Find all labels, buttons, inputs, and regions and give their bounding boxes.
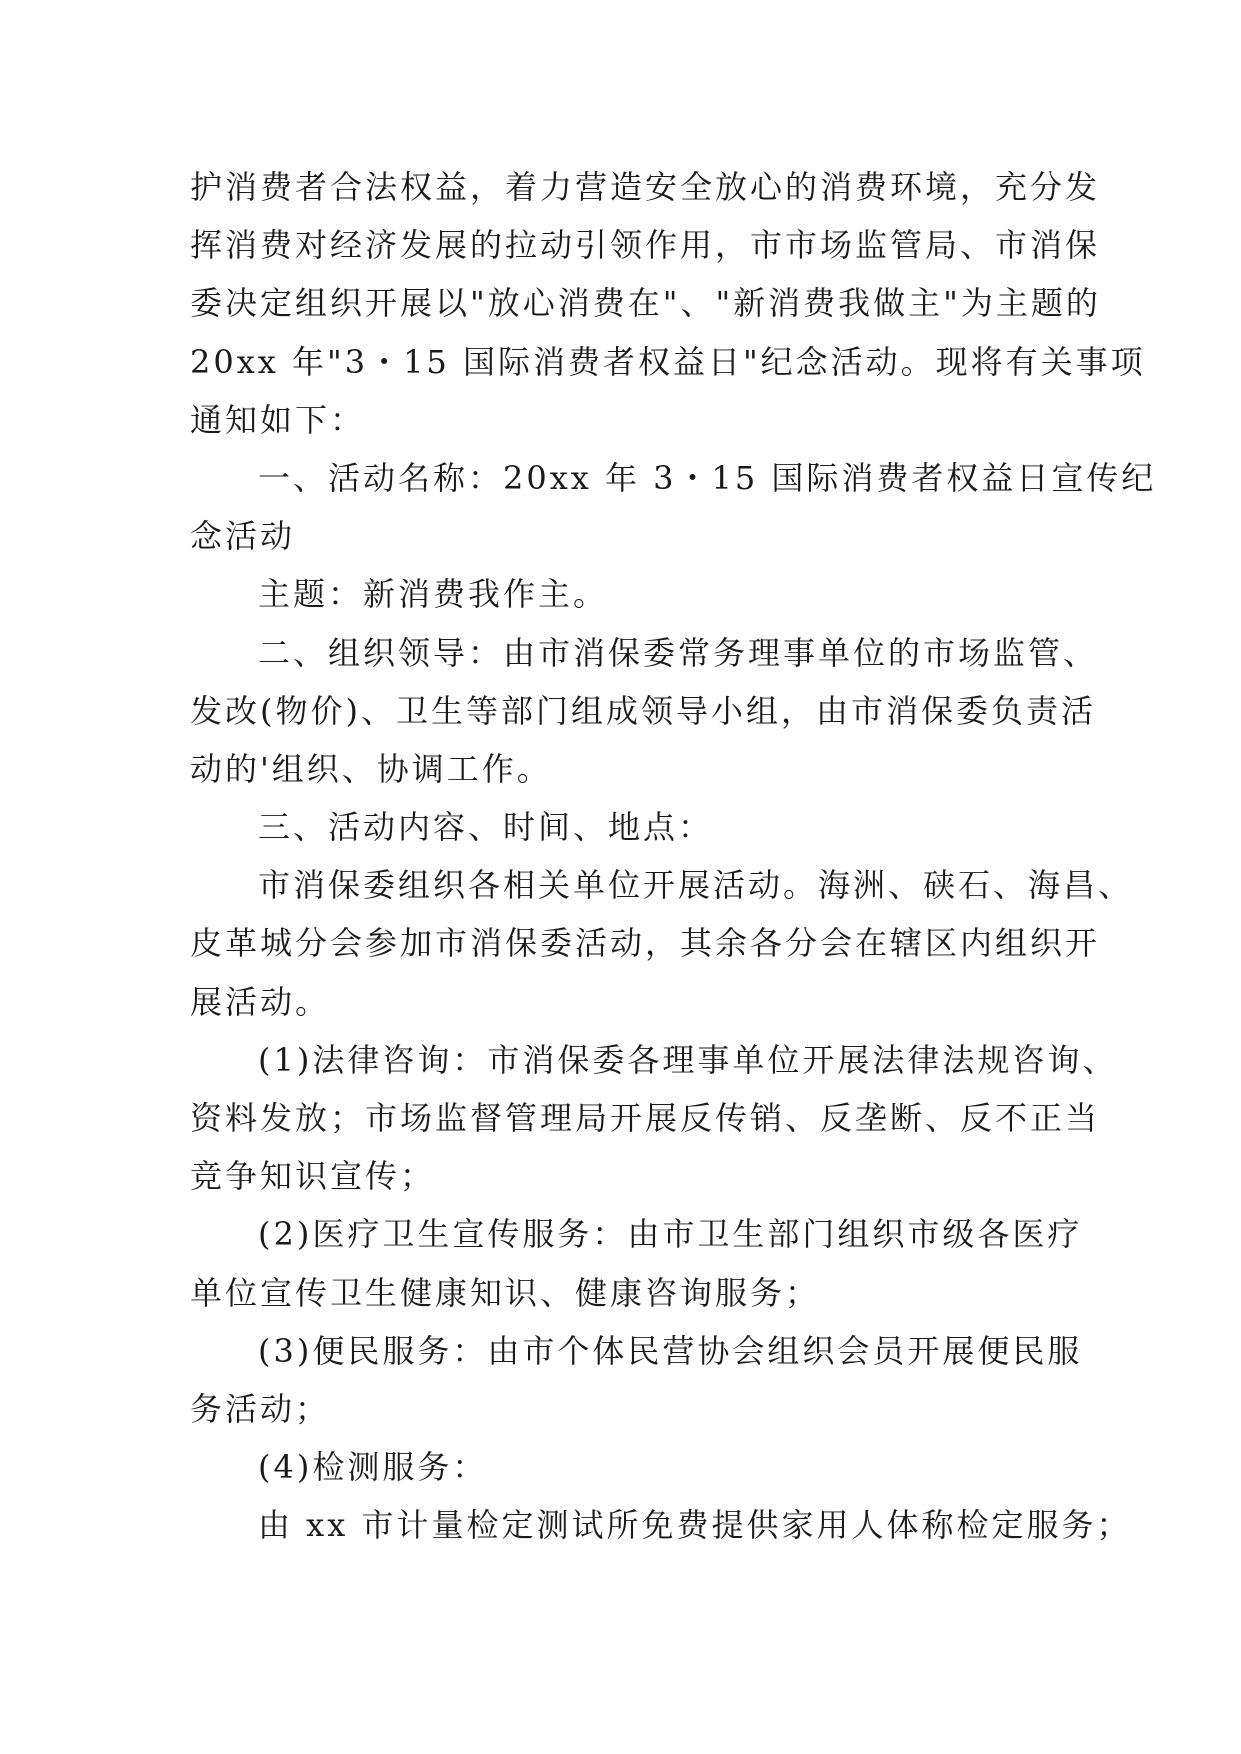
document-body [190,158,1157,1555]
text-line: 皮革城分会参加市消保委活动，其余各分会在辖区内组织开 [190,924,1101,963]
text-line: 护消费者合法权益，着力营造安全放心的消费环境，充分发 [190,168,1101,206]
section-heading-content: 三、活动内容、时间、地点： [258,808,714,847]
text-line: 市消保委组织各相关单位开展活动。海洲、硖石、海昌、 [258,866,1134,905]
list-item-legal-consult: (1)法律咨询：市消保委各理事单位开展法律法规咨询、 [258,1040,1118,1079]
text-line: 务活动； [190,1389,331,1428]
text-line: 委决定组织开展以"放心消费在"、"新消费我做主"为主题的 [190,284,1101,323]
list-item-medical: (2)医疗卫生宣传服务：由市卫生部门组织市级各医疗 [258,1215,1083,1254]
list-item-testing: (4)检测服务： [258,1448,488,1487]
text-line: 动的'组织、协调工作。 [190,749,552,788]
text-line: 展活动。 [190,982,331,1021]
text-line: 念活动 [190,517,296,556]
text-line: 发改(物价)、卫生等部门组成领导小组，由市消保委负责活 [190,691,1096,730]
text-line: 单位宣传卫生健康知识、健康咨询服务； [190,1273,821,1312]
text-line: 由 xx 市计量检定测试所免费提供家用人体称检定服务； [258,1506,1132,1545]
text-line: 资料发放；市场监督管理局开展反传销、反垄断、反不正当 [190,1099,1101,1137]
text-line: 通知如下： [190,400,366,439]
text-line: 竞争知识宣传； [190,1157,436,1196]
theme-line: 主题：新消费我作主。 [258,575,609,614]
text-line: 挥消费对经济发展的拉动引领作用，市市场监管局、市消保 [190,226,1101,265]
section-heading-activity-name: 一、活动名称：20xx 年 3・15 国际消费者权益日宣传纪 [258,458,1157,497]
list-item-convenience: (3)便民服务：由市个体民营协会组织会员开展便民服 [258,1331,1083,1370]
section-heading-organization: 二、组织领导：由市消保委常务理事单位的市场监管、 [258,633,1099,672]
text-line: 20xx 年"3・15 国际消费者权益日"纪念活动。现将有关事项 [190,342,1146,381]
